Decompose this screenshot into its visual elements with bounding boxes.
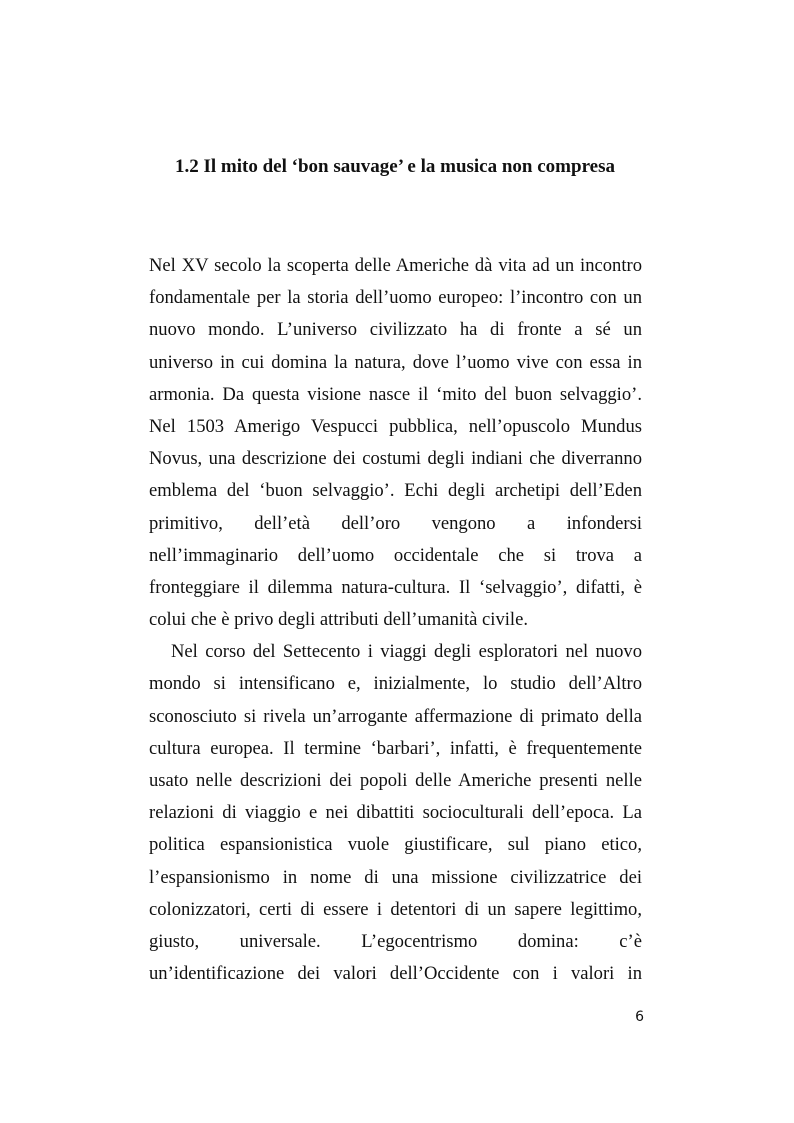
text-line: sconosciuto si rivela un’arrogante affermazione di primato della	[149, 705, 642, 727]
text-line: universo in cui domina la natura, dove l’uomo vive con essa in	[149, 351, 642, 373]
text-line: cultura europea. Il termine ‘barbari’, infatti, è frequentemente	[149, 737, 642, 759]
text-line: Nel 1503 Amerigo Vespucci pubblica, nell’opuscolo Mundus	[149, 415, 642, 437]
text-line: colui che è privo degli attributi dell’umanità civile.	[149, 609, 528, 631]
text-line: emblema del ‘buon selvaggio’. Echi degli archetipi dell’Eden	[149, 480, 642, 502]
text-line: usato nelle descrizioni dei popoli delle Americhe presenti nelle	[149, 770, 642, 791]
text-line: colonizzatori, certi di essere i detentori di un sapere legittimo,	[149, 898, 642, 920]
text-line: nuovo mondo. L’universo civilizzato ha di fronte a sé un	[149, 319, 642, 341]
text-line: fronteggiare il dilemma natura-cultura. Il ‘selvaggio’, difatti, è	[149, 576, 642, 598]
text-line: politica espansionistica vuole giustificare, sul piano etico,	[149, 834, 642, 856]
text-line: giusto, universale. L’egocentrismo domina: c’è	[149, 930, 642, 952]
section-heading: 1.2 Il mito del ‘bon sauvage’ e la musica non compresa	[175, 156, 615, 177]
text-line: fondamentale per la storia dell’uomo europeo: l’incontro con un	[149, 287, 642, 309]
paragraph-1	[149, 250, 642, 636]
text-line: Nel XV secolo la scoperta delle Americhe dà vita ad un incontro	[149, 255, 642, 276]
text-line: l’espansionismo in nome di una missione civilizzatrice dei	[149, 866, 642, 888]
text-line: Novus, una descrizione dei costumi degli indiani che diverranno	[149, 448, 642, 470]
body-text	[149, 250, 642, 990]
text-line: relazioni di viaggio e nei dibattiti socioculturali dell’epoca. La	[149, 802, 642, 824]
text-line: nell’immaginario dell’uomo occidentale che si trova a	[149, 544, 642, 566]
text-line: armonia. Da questa visione nasce il ‘mito del buon selvaggio’.	[149, 383, 642, 405]
text-line: primitivo, dell’età dell’oro vengono a infondersi	[149, 512, 642, 534]
page-number: 6	[635, 1009, 644, 1025]
text-line: mondo si intensificano e, inizialmente, lo studio dell’Altro	[149, 673, 642, 695]
paragraph-2	[149, 636, 642, 990]
text-line: un’identificazione dei valori dell’Occidente con i valori in	[149, 963, 642, 985]
text-line: Nel corso del Settecento i viaggi degli esploratori nel nuovo	[171, 641, 642, 663]
